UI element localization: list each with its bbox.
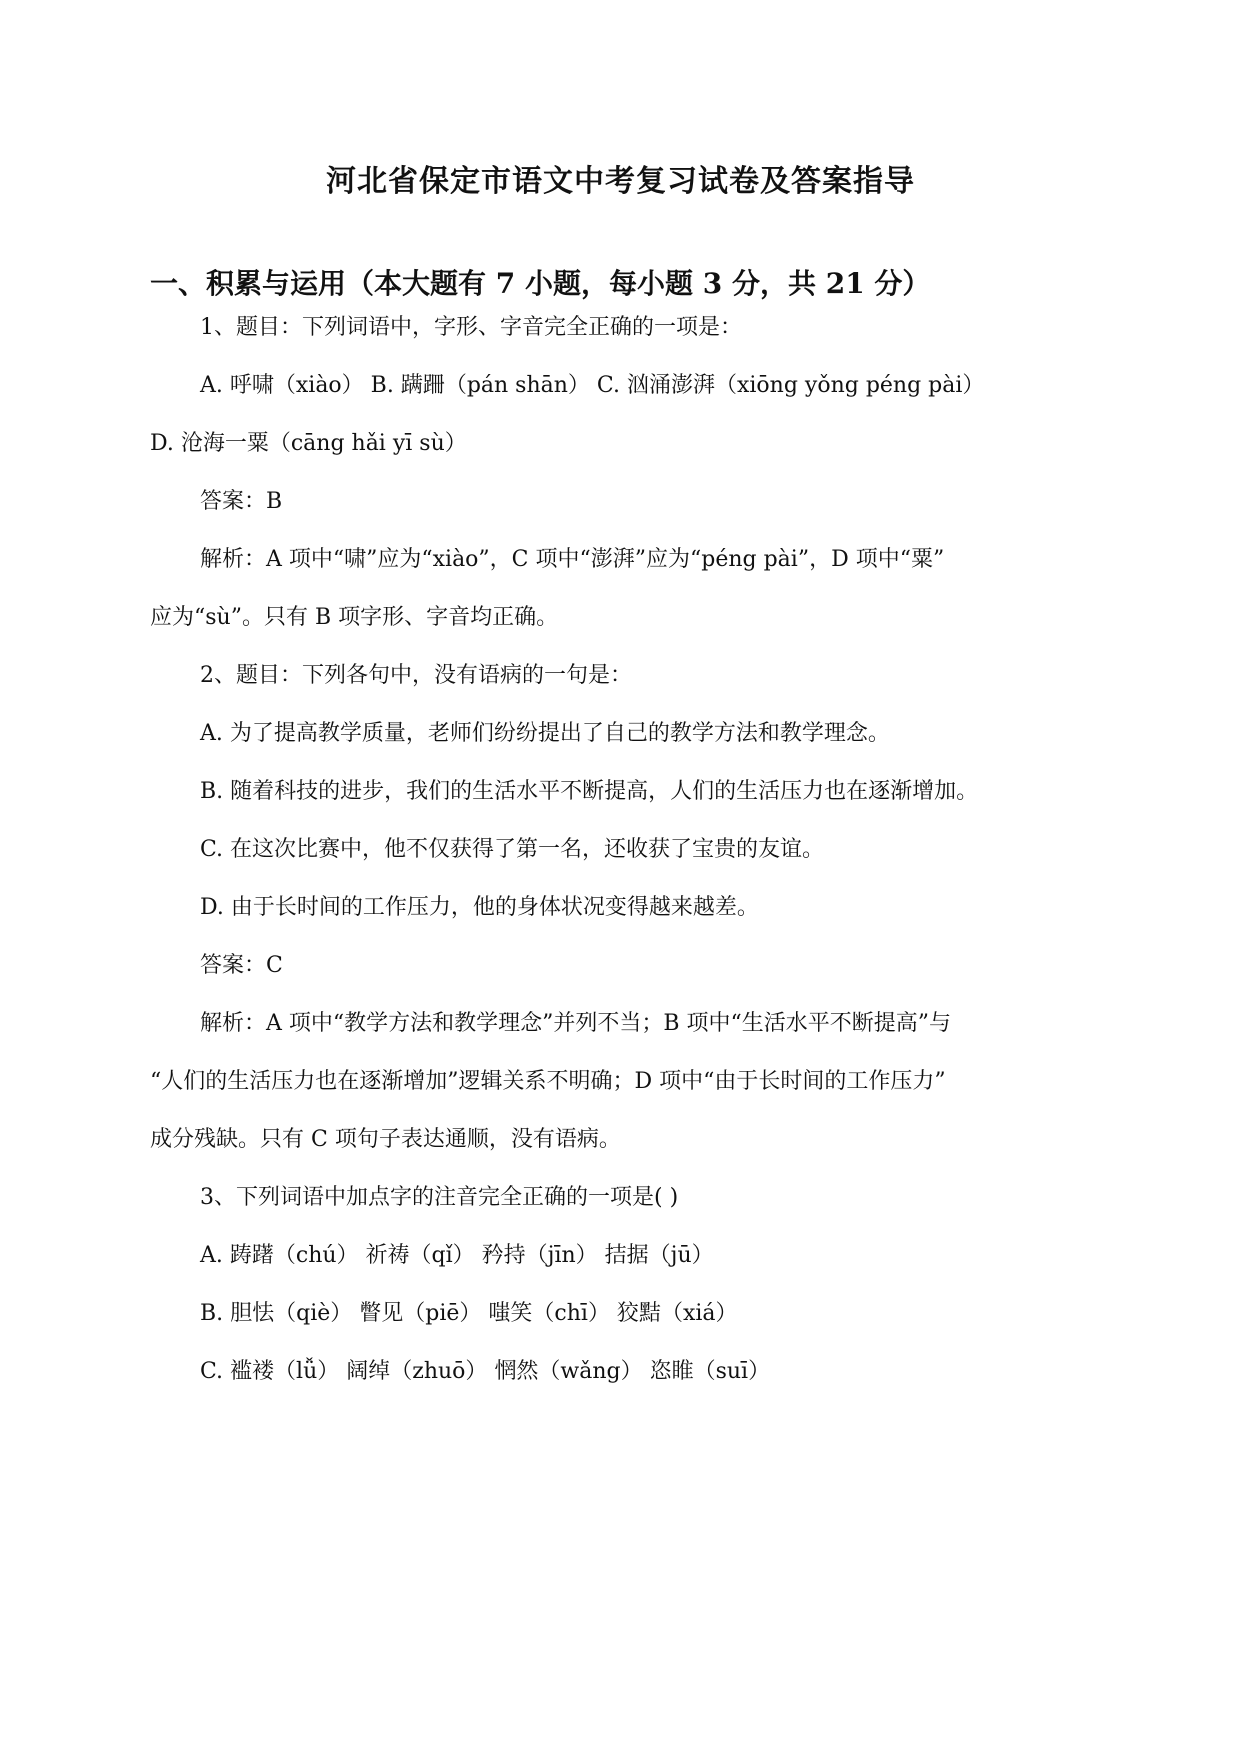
- question-2-analysis-cont-2: 成分残缺。只有 C 项句子表达通顺，没有语病。: [150, 1127, 621, 1152]
- section-heading: 一、积累与运用（本大题有 7 小题，每小题 3 分，共 21 分）: [150, 267, 931, 300]
- question-2-stem: 2、题目：下列各句中，没有语病的一句是：: [200, 663, 632, 688]
- question-1-options-a-c: A. 呼啸（xiào） B. 蹒跚（pán shān） C. 汹涌澎湃（xiōng yǒng péng pài）: [200, 373, 985, 398]
- question-3-option-c: C. 褴褛（lǚ） 阔绰（zhuō） 惘然（wǎng） 恣睢（suī）: [200, 1359, 771, 1384]
- question-2-answer: 答案：C: [200, 953, 283, 978]
- page-title: 河北省保定市语文中考复习试卷及答案指导: [326, 164, 915, 199]
- question-3-stem: 3、下列词语中加点字的注音完全正确的一项是( ): [200, 1185, 679, 1210]
- question-3-option-a: A. 踌躇（chú） 祈祷（qǐ） 矜持（jīn） 拮据（jū）: [200, 1243, 714, 1268]
- question-2-option-a: A. 为了提高教学质量，老师们纷纷提出了自己的教学方法和教学理念。: [200, 721, 890, 746]
- question-2-analysis-cont-1: “人们的生活压力也在逐渐增加”逻辑关系不明确；D 项中“由于长时间的工作压力”: [150, 1069, 946, 1094]
- question-2-option-d: D. 由于长时间的工作压力，他的身体状况变得越来越差。: [200, 895, 759, 920]
- question-1-stem: 1、题目：下列词语中，字形、字音完全正确的一项是：: [200, 315, 742, 340]
- question-2-analysis: 解析：A 项中“教学方法和教学理念”并列不当；B 项中“生活水平不断提高”与: [200, 1011, 952, 1036]
- question-1-option-d: D. 沧海一粟（cāng hǎi yī sù）: [150, 431, 467, 456]
- question-2-option-c: C. 在这次比赛中，他不仅获得了第一名，还收获了宝贵的友谊。: [200, 837, 825, 862]
- question-1-analysis: 解析：A 项中“啸”应为“xiào”，C 项中“澎湃”应为“péng pài”，D 项中“粟”: [200, 547, 945, 572]
- question-1-answer: 答案：B: [200, 489, 283, 514]
- question-2-option-b: B. 随着科技的进步，我们的生活水平不断提高，人们的生活压力也在逐渐增加。: [200, 779, 979, 804]
- question-3-option-b: B. 胆怯（qiè） 瞥见（piē） 嗤笑（chī） 狡黠（xiá）: [200, 1301, 738, 1326]
- question-1-analysis-cont: 应为“sù”。只有 B 项字形、字音均正确。: [150, 605, 559, 630]
